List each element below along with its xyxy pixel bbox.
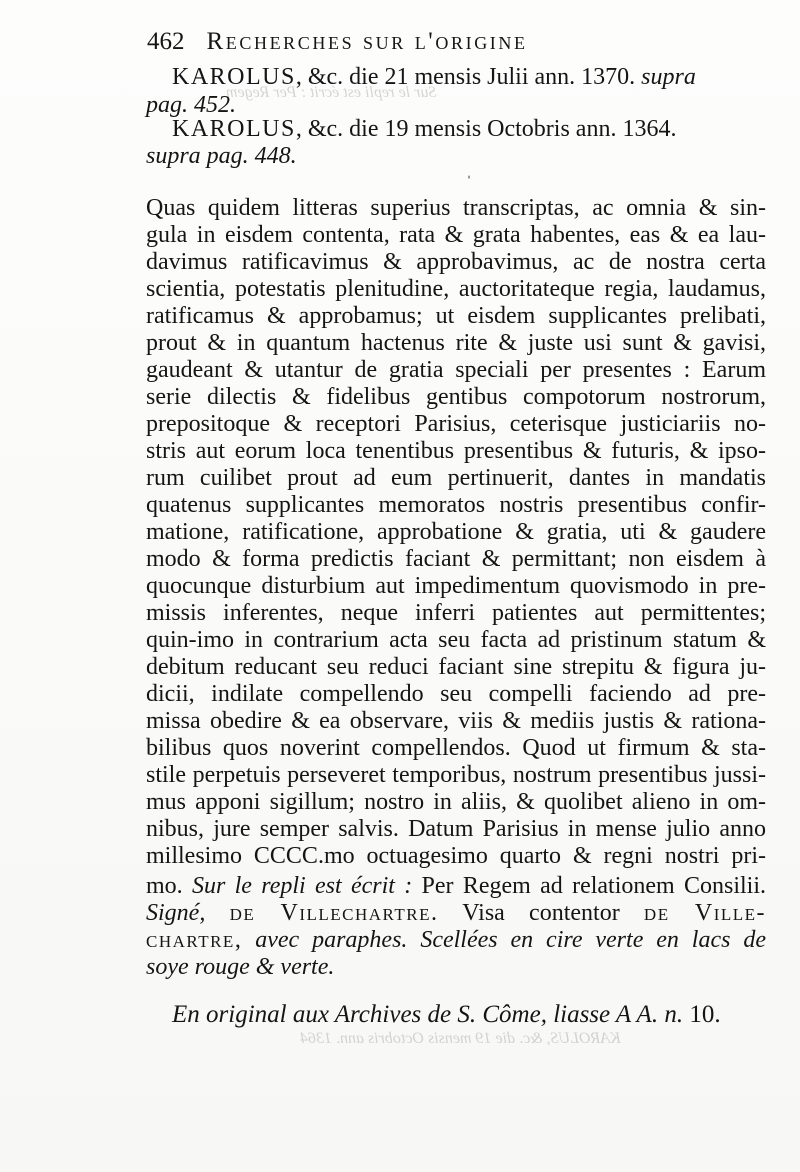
reference-name: KAROLUS [172, 64, 296, 90]
body-line: quin-imo in contrarium acta seu facta ad pristinum statum & [146, 627, 766, 653]
body-line: missa obedire & ea observare, viis & mediis justis & rationa- [146, 708, 766, 734]
running-title: Recherches sur l'origine [206, 28, 528, 55]
signatory-name: de Villechartre. [229, 900, 439, 926]
page-number: 462 [147, 28, 185, 55]
body-line: dicii, indilate compellendo seu compelli faciendo ad pre- [146, 681, 766, 707]
running-head [147, 28, 707, 56]
body-line: gaudeant & utantur de gratia speciali per presentes : Earum [146, 357, 766, 383]
body-line: Quas quidem litteras superius transcriptas, ac omnia & sin- [146, 195, 766, 221]
body-line: millesimo CCCC.mo octuagesimo quarto & regni nostri pri- [146, 843, 766, 869]
signatory-name: chartre, [146, 927, 243, 953]
body-line: bilibus quos noverint compellendos. Quod ut firmum & sta- [146, 735, 766, 761]
signatory-name: de Ville- [643, 900, 767, 926]
seal-description: soye rouge & verte. [146, 954, 335, 980]
show-through-text: KAROLUS, &c. die 19 mensis Octobris ann. 1364 [300, 1030, 621, 1047]
body-line: rum cuilibet prout ad eum pertinuerit, dantes in mandatis [146, 465, 766, 491]
endorsement-label: Sur le repli est écrit : [191, 873, 413, 899]
body-line: quocunque disturbium aut impedimentum quovismodo in pre- [146, 573, 766, 599]
source-note [172, 1001, 721, 1029]
source-note-number: 10. [689, 1001, 721, 1028]
reference-continuation: pag. 452. [146, 92, 236, 118]
body-line: prepositoque & receptori Parisius, ceterisque justiciariis no- [146, 411, 766, 437]
reference-line [172, 116, 772, 142]
reference-continuation: supra pag. 448. [146, 143, 297, 169]
body-line: gula in eisdem contenta, rata & grata habentes, eas & ea lau- [146, 222, 766, 248]
reference-name: KAROLUS [172, 116, 296, 142]
signature-label: Signé, [146, 900, 206, 926]
body-line: stile perpetuis perseveret temporibus, nostrum presentibus jussi- [146, 762, 766, 788]
body-line-segment: mo. [146, 873, 183, 899]
reference-line [172, 64, 772, 90]
reference-text: , &c. die 19 mensis Octobris ann. 1364. [295, 116, 677, 142]
source-note-text: En original aux Archives de S. Côme, liasse A A. n. [172, 1001, 684, 1028]
body-line: modo & forma predictis faciant & permittant; non eisdem à [146, 546, 766, 572]
body-line [146, 873, 766, 899]
body-line: debitum reducant seu reduci faciant sine strepitu & figura ju- [146, 654, 766, 680]
body-line: ratificamus & approbamus; ut eisdem supplicantes prelibati, [146, 303, 766, 329]
seal-description: avec paraphes. Scellées en cire verte en lacs de [255, 927, 767, 953]
body-line [146, 900, 766, 926]
body-line: serie dilectis & fidelibus gentibus compotorum nostrorum, [146, 384, 766, 410]
body-line-segment: Per Regem ad relationem Consilii. [421, 873, 767, 899]
body-line: mus apponi sigillum; nostro in aliis, & quolibet alieno in om- [146, 789, 766, 815]
body-line: quatenus supplicantes memoratos nostris presentibus confir- [146, 492, 766, 518]
body-line-segment: Visa contentor [462, 900, 620, 926]
printers-mark: ˈ [466, 172, 472, 192]
body-line: scientia, potestatis plenitudine, auctoritateque regia, laudamus, [146, 276, 766, 302]
body-line: matione, ratificatione, approbatione & gratia, uti & gaudere [146, 519, 766, 545]
body-line: prout & in quantum hactenus rite & juste usi sunt & gavisi, [146, 330, 766, 356]
reference-note: supra [641, 64, 696, 90]
reference-text: , &c. die 21 mensis Julii ann. 1370. [295, 64, 636, 90]
body-line: nibus, jure semper salvis. Datum Parisius in mense julio anno [146, 816, 766, 842]
body-line: davimus ratificavimus & approbavimus, ac de nostra certa [146, 249, 766, 275]
body-line: missis inferentes, neque inferri patientes aut permittentes; [146, 600, 766, 626]
body-line [146, 927, 766, 953]
body-line: stris aut eorum loca tenentibus presentibus & futuris, & ipso- [146, 438, 766, 464]
show-through-text: Sur le repli est écrit : Per Regem [226, 84, 437, 101]
